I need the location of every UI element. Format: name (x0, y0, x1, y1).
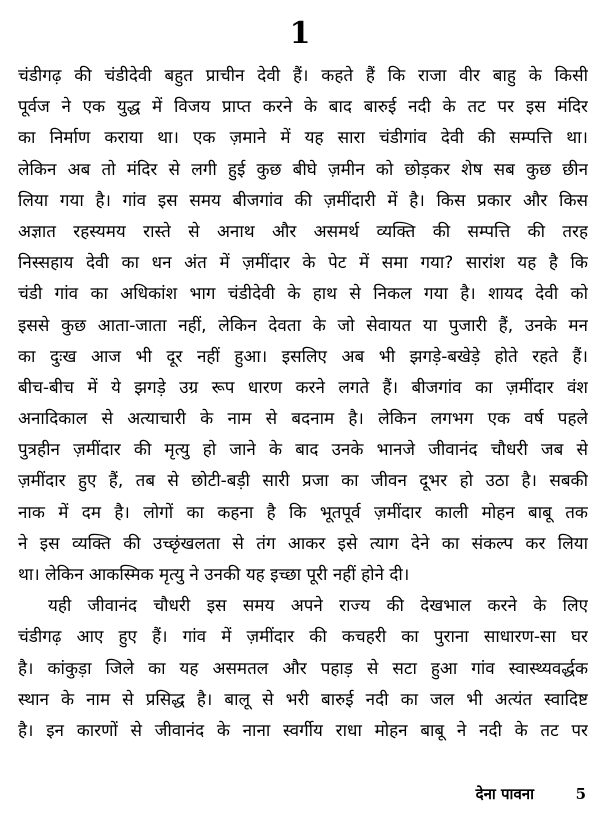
text-line: स्थान के नाम से प्रसिद्ध है। बालू से भरी बारुई नदी का जल भी अत्यंत स्वादिष्ट (18, 689, 588, 710)
text-line: नाक में दम है। लोगों का कहना है कि भूतपूर्व ज़मींदार काली मोहन बाबू तक (18, 502, 588, 523)
text-line: लिया गया है। गांव इस समय बीजगांव की ज़मींदारी में है। किस प्रकार और किस (18, 190, 588, 211)
text-line: चंडीगढ़ आए हुए हैं। गांव में ज़मींदार की कचहरी का पुराना साधारण-सा घर (18, 627, 588, 648)
text-line: का दुःख आज भी दूर नहीं हुआ। इसलिए अब भी झगड़े-बखेड़े होते रहते हैं। (18, 346, 588, 367)
text-line: का निर्माण कराया था। एक ज़माने में यह सारा चंडीगांव देवी की सम्पत्ति था। (18, 128, 588, 149)
page-number: 5 (575, 785, 586, 803)
text-line: अनादिकाल से अत्याचारी के नाम से बदनाम है। लेकिन लगभग एक वर्ष पहले (18, 409, 588, 430)
body-text (18, 61, 588, 747)
book-title: देना पावना (475, 785, 534, 803)
text-line: ने इस व्यक्ति की उच्छृंखलता से तंग आकर इसे त्याग देने का संकल्प कर लिया (18, 533, 588, 554)
paragraph (18, 591, 588, 747)
text-line: है। कांकुड़ा जिले का यह असमतल और पहाड़ से सटा हुआ गांव स्वास्थ्यवर्द्धक (18, 658, 588, 679)
text-line: है। इन कारणों से जीवानंद के नाना स्वर्गीय राधा मोहन बाबू ने नदी के तट पर (18, 720, 588, 741)
text-line: ज़मींदार हुए हैं, तब से छोटी-बड़ी सारी प्रजा का जीवन दूभर हो उठा है। सबकी (18, 471, 588, 492)
text-line: लेकिन अब तो मंदिर से लगी हुई कुछ बीघे ज़मीन को छोड़कर शेष सब कुछ छीन (18, 159, 588, 180)
text-line: बीच-बीच में ये झगड़े उग्र रूप धारण करने लगते हैं। बीजगांव का ज़मींदार वंश (18, 377, 588, 398)
text-line: पुत्रहीन ज़मींदार की मृत्यु हो जाने के बाद उनके भानजे जीवानंद चौधरी जब से (18, 440, 588, 461)
text-line: निस्सहाय देवी का धन अंत में ज़मींदार के पेट में समा गया? सारांश यह है कि (18, 253, 588, 274)
paragraph (18, 61, 588, 591)
text-line: चंडीगढ़ की चंडीदेवी बहुत प्राचीन देवी हैं। कहते हैं कि राजा वीर बाहु के किसी (18, 66, 588, 86)
text-line: यही जीवानंद चौधरी इस समय अपने राज्य की देखभाल करने के लिए (48, 596, 588, 617)
page-footer (0, 783, 600, 805)
text-line: इससे कुछ आता-जाता नहीं, लेकिन देवता के जो सेवायत या पुजारी हैं, उनके मन (18, 315, 588, 336)
chapter-number: 1 (289, 16, 311, 51)
text-line: था। लेकिन आकस्मिक मृत्यु ने उनकी यह इच्छा पूरी नहीं होने दी। (18, 565, 410, 585)
text-line: अज्ञात रहस्यमय रास्ते से अनाथ और असमर्थ व्यक्ति की सम्पत्ति की तरह (18, 221, 588, 242)
text-line: चंडी गांव का अधिकांश भाग चंडीदेवी के हाथ से निकल गया है। शायद देवी को (18, 284, 588, 305)
text-line: पूर्वज ने एक युद्ध में विजय प्राप्त करने के बाद बारुई नदी के तट पर इस मंदिर (18, 97, 588, 118)
